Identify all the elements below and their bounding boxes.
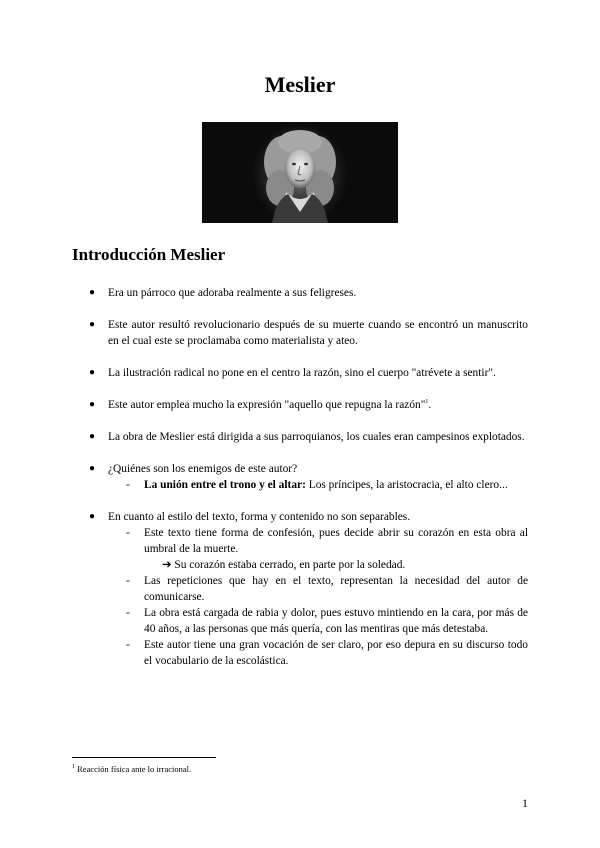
list-item: ● Este autor emplea mucho la expresión "aquello que repugna la razón"$^1$. [89, 399, 432, 411]
section-heading: Introducción Meslier [72, 245, 226, 264]
list-item: ● ¿Quiénes son los enemigos de este autor? - La unión entre el trono y el altar: Los príncipes, la aristocracia, el alto clero... [72, 461, 528, 493]
sub-list [108, 477, 528, 493]
sub-list-item: - La obra está cargada de rabia y dolor, pues estuvo mintiendo en la cara, por más de 40 años, a las personas que más quería, con las mentiras que más detestaba. [126, 607, 528, 635]
page-title: Meslier [264, 72, 336, 97]
bullet-icon: ● [89, 511, 96, 522]
list-item: ● La ilustración radical no pone en el centro la razón, sino el cuerpo "atrévete a sentir". [89, 367, 496, 379]
dash-icon: - [126, 479, 130, 491]
portrait-illustration [202, 122, 398, 223]
bullet-icon: ● [89, 463, 96, 474]
sub-list [108, 525, 528, 669]
footnote-divider [72, 757, 216, 758]
sub-list-item: - Las repeticiones que hay en el texto, representan la necesidad del autor de comunicarse. [126, 575, 528, 603]
list-item: ● En cuanto al estilo del texto, forma y contenido no son separables. - Este texto tiene forma de confesión, pues decide abrir su corazón en esta obra al umbral de la muerte. ➔ Su corazón estaba cerrado, en parte por la soledad. - Las repeticiones que hay en el texto, representan la necesidad del autor de comunicarse. - La obra está cargada de rabia y dolor, pues estuvo mintiendo en la cara, por más de 40 años, a las personas que más quería, con las mentiras que más detestaba. - Este autor tiene una gran vocación de ser claro, por eso depura en su discurso todo el vocabulario de la escolástica. [89, 511, 528, 667]
sub-list-item: - La unión entre el trono y el altar: Los príncipes, la aristocracia, el alto clero... [126, 479, 508, 491]
footnote [72, 764, 191, 774]
bullet-icon: ● [89, 367, 96, 378]
arrow-right-icon: ➔ [162, 559, 172, 571]
sub-note: ➔ Su corazón estaba cerrado, en parte por la soledad. [162, 559, 406, 571]
bullet-list [72, 285, 528, 669]
dash-icon: - [126, 527, 130, 539]
bullet-icon: ● [89, 399, 96, 410]
footnote-ref: 1 [425, 399, 429, 406]
page-number: 1 [522, 796, 528, 810]
sub-list-item: - Este autor tiene una gran vocación de ser claro, por eso depura en su discurso todo el vocabulario de la escolástica. [126, 639, 528, 667]
bullet-icon: ● [89, 431, 96, 442]
dash-icon: - [126, 639, 130, 651]
footnote-marker: 1 [72, 764, 75, 771]
sub-list-item: - Este texto tiene forma de confesión, pues decide abrir su corazón en esta obra al umbral de la muerte. ➔ Su corazón estaba cerrado, en parte por la soledad. [126, 527, 528, 571]
list-item: ● Este autor resultó revolucionario después de su muerte cuando se encontró un manuscrito en el cual este se proclamaba como materialista y ateo. [89, 319, 528, 347]
list-item: ● Era un párroco que adoraba realmente a sus feligreses. [89, 287, 357, 299]
portrait-image [202, 122, 398, 223]
list-item: ● La obra de Meslier está dirigida a sus parroquianos, los cuales eran campesinos explotados. [89, 431, 525, 443]
dash-icon: - [126, 607, 130, 619]
bold-label: La unión entre el trono y el altar: [144, 479, 306, 491]
footnote-text: Reacción física ante lo irracional. [77, 764, 192, 774]
bullet-icon: ● [89, 287, 96, 298]
bullet-icon: ● [89, 319, 96, 330]
dash-icon: - [126, 575, 130, 587]
document-body [72, 285, 528, 685]
